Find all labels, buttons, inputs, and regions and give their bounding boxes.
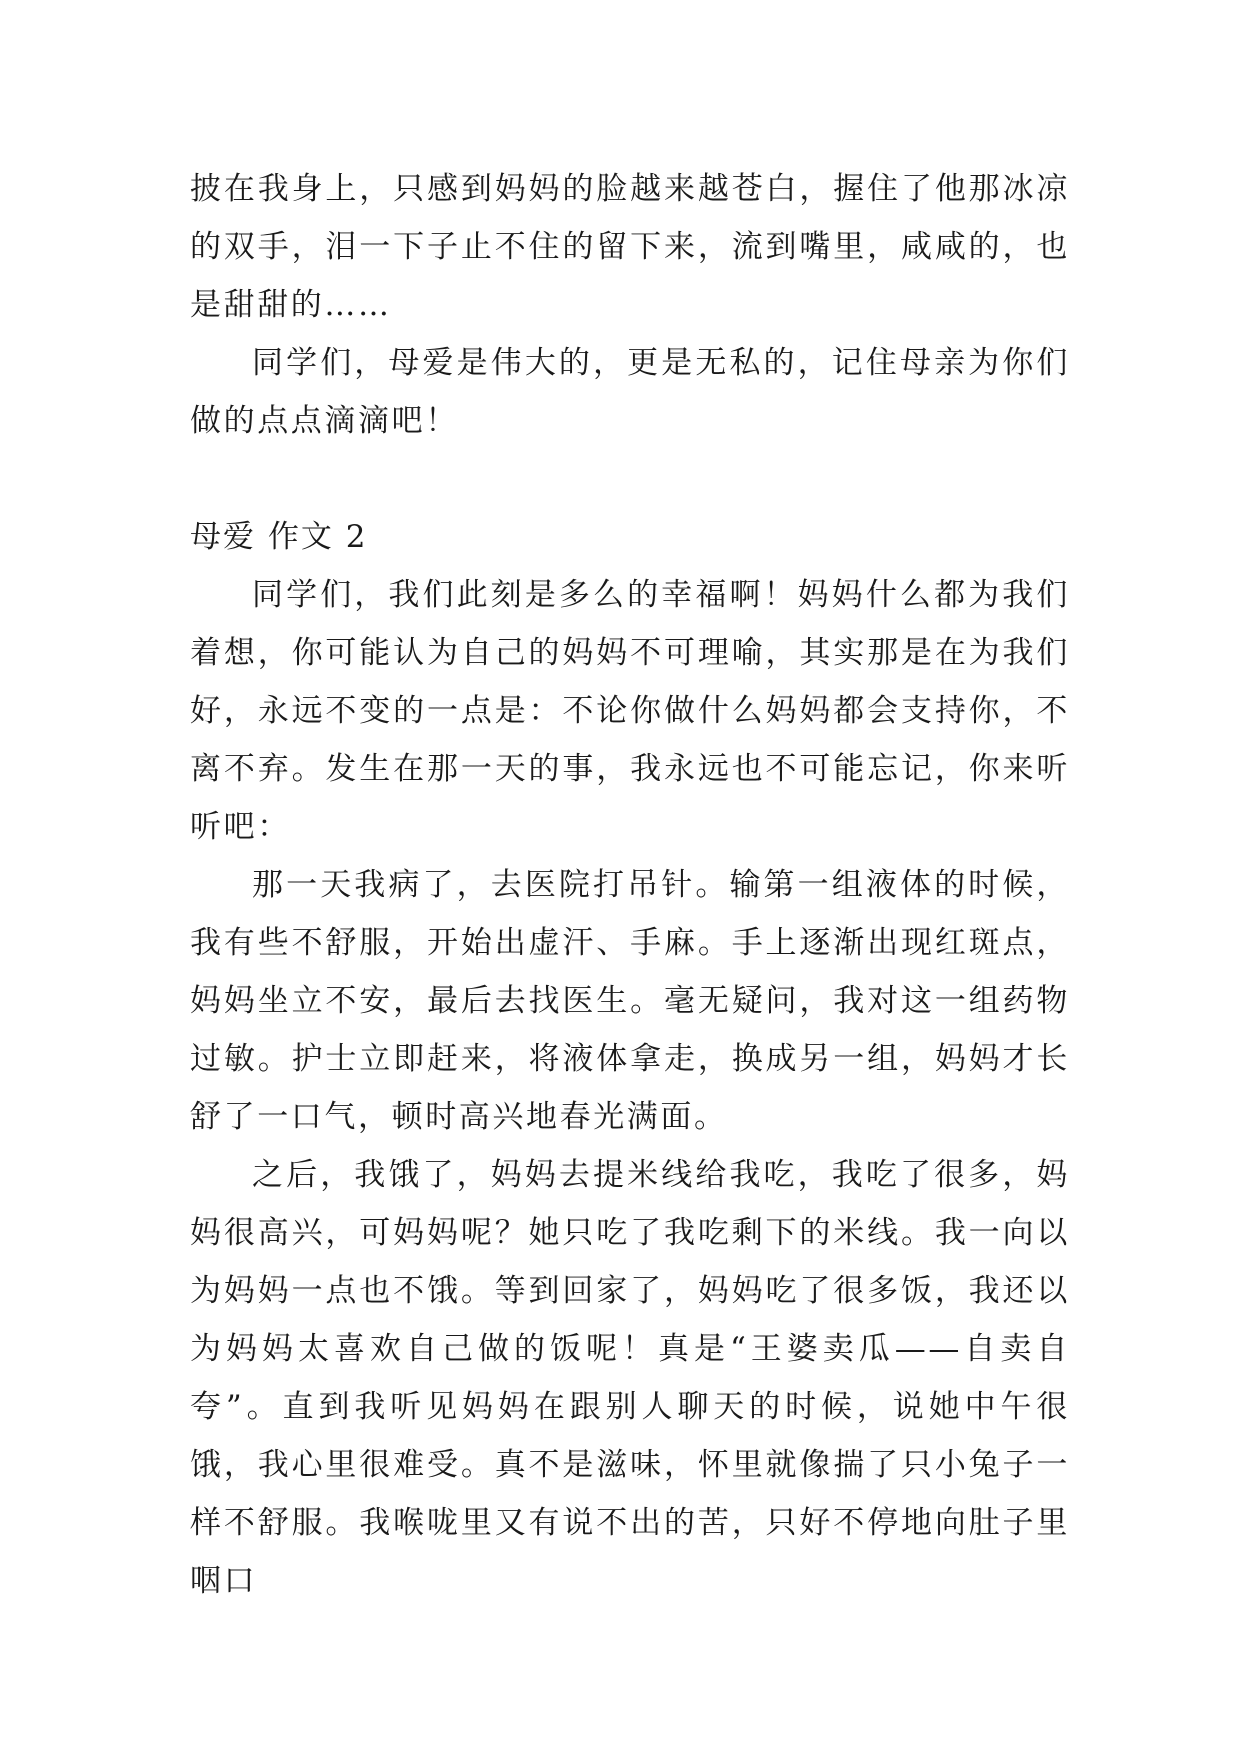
continuation-paragraph: 披在我身上，只感到妈妈的脸越来越苍白，握住了他那冰凉的双手，泪一下子止不住的留下来，流到嘴里，咸咸的，也是甜甜的…… [190, 171, 1070, 323]
body-paragraph-1: 同学们，我们此刻是多么的幸福啊！妈妈什么都为我们着想，你可能认为自己的妈妈不可理喻，其实那是在为我们好，永远不变的一点是：不论你做什么妈妈都会支持你，不离不弃。发生在那一天的事，我永远也不可能忘记，你来听听吧： [190, 577, 1070, 845]
section-title: 母爱 作文 2 [190, 519, 368, 555]
closing-paragraph: 同学们，母爱是伟大的，更是无私的，记住母亲为你们做的点点滴滴吧！ [190, 345, 1070, 439]
document-body [190, 160, 1070, 1610]
body-paragraph-2: 那一天我病了，去医院打吊针。输第一组液体的时候，我有些不舒服，开始出虚汗、手麻。手上逐渐出现红斑点，妈妈坐立不安，最后去找医生。毫无疑问，我对这一组药物过敏。护士立即赶来，将液体拿走，换成另一组，妈妈才长舒了一口气，顿时高兴地春光满面。 [190, 867, 1070, 1135]
body-paragraph-3: 之后，我饿了，妈妈去提米线给我吃，我吃了很多，妈妈很高兴，可妈妈呢？她只吃了我吃剩下的米线。我一向以为妈妈一点也不饿。等到回家了，妈妈吃了很多饭，我还以为妈妈太喜欢自己做的饭呢！真是“王婆卖瓜——自卖自夸”。直到我听见妈妈在跟别人聊天的时候，说她中午很饿，我心里很难受。真不是滋味，怀里就像揣了只小兔子一样不舒服。我喉咙里又有说不出的苦，只好不停地向肚子里咽口 [190, 1157, 1070, 1599]
